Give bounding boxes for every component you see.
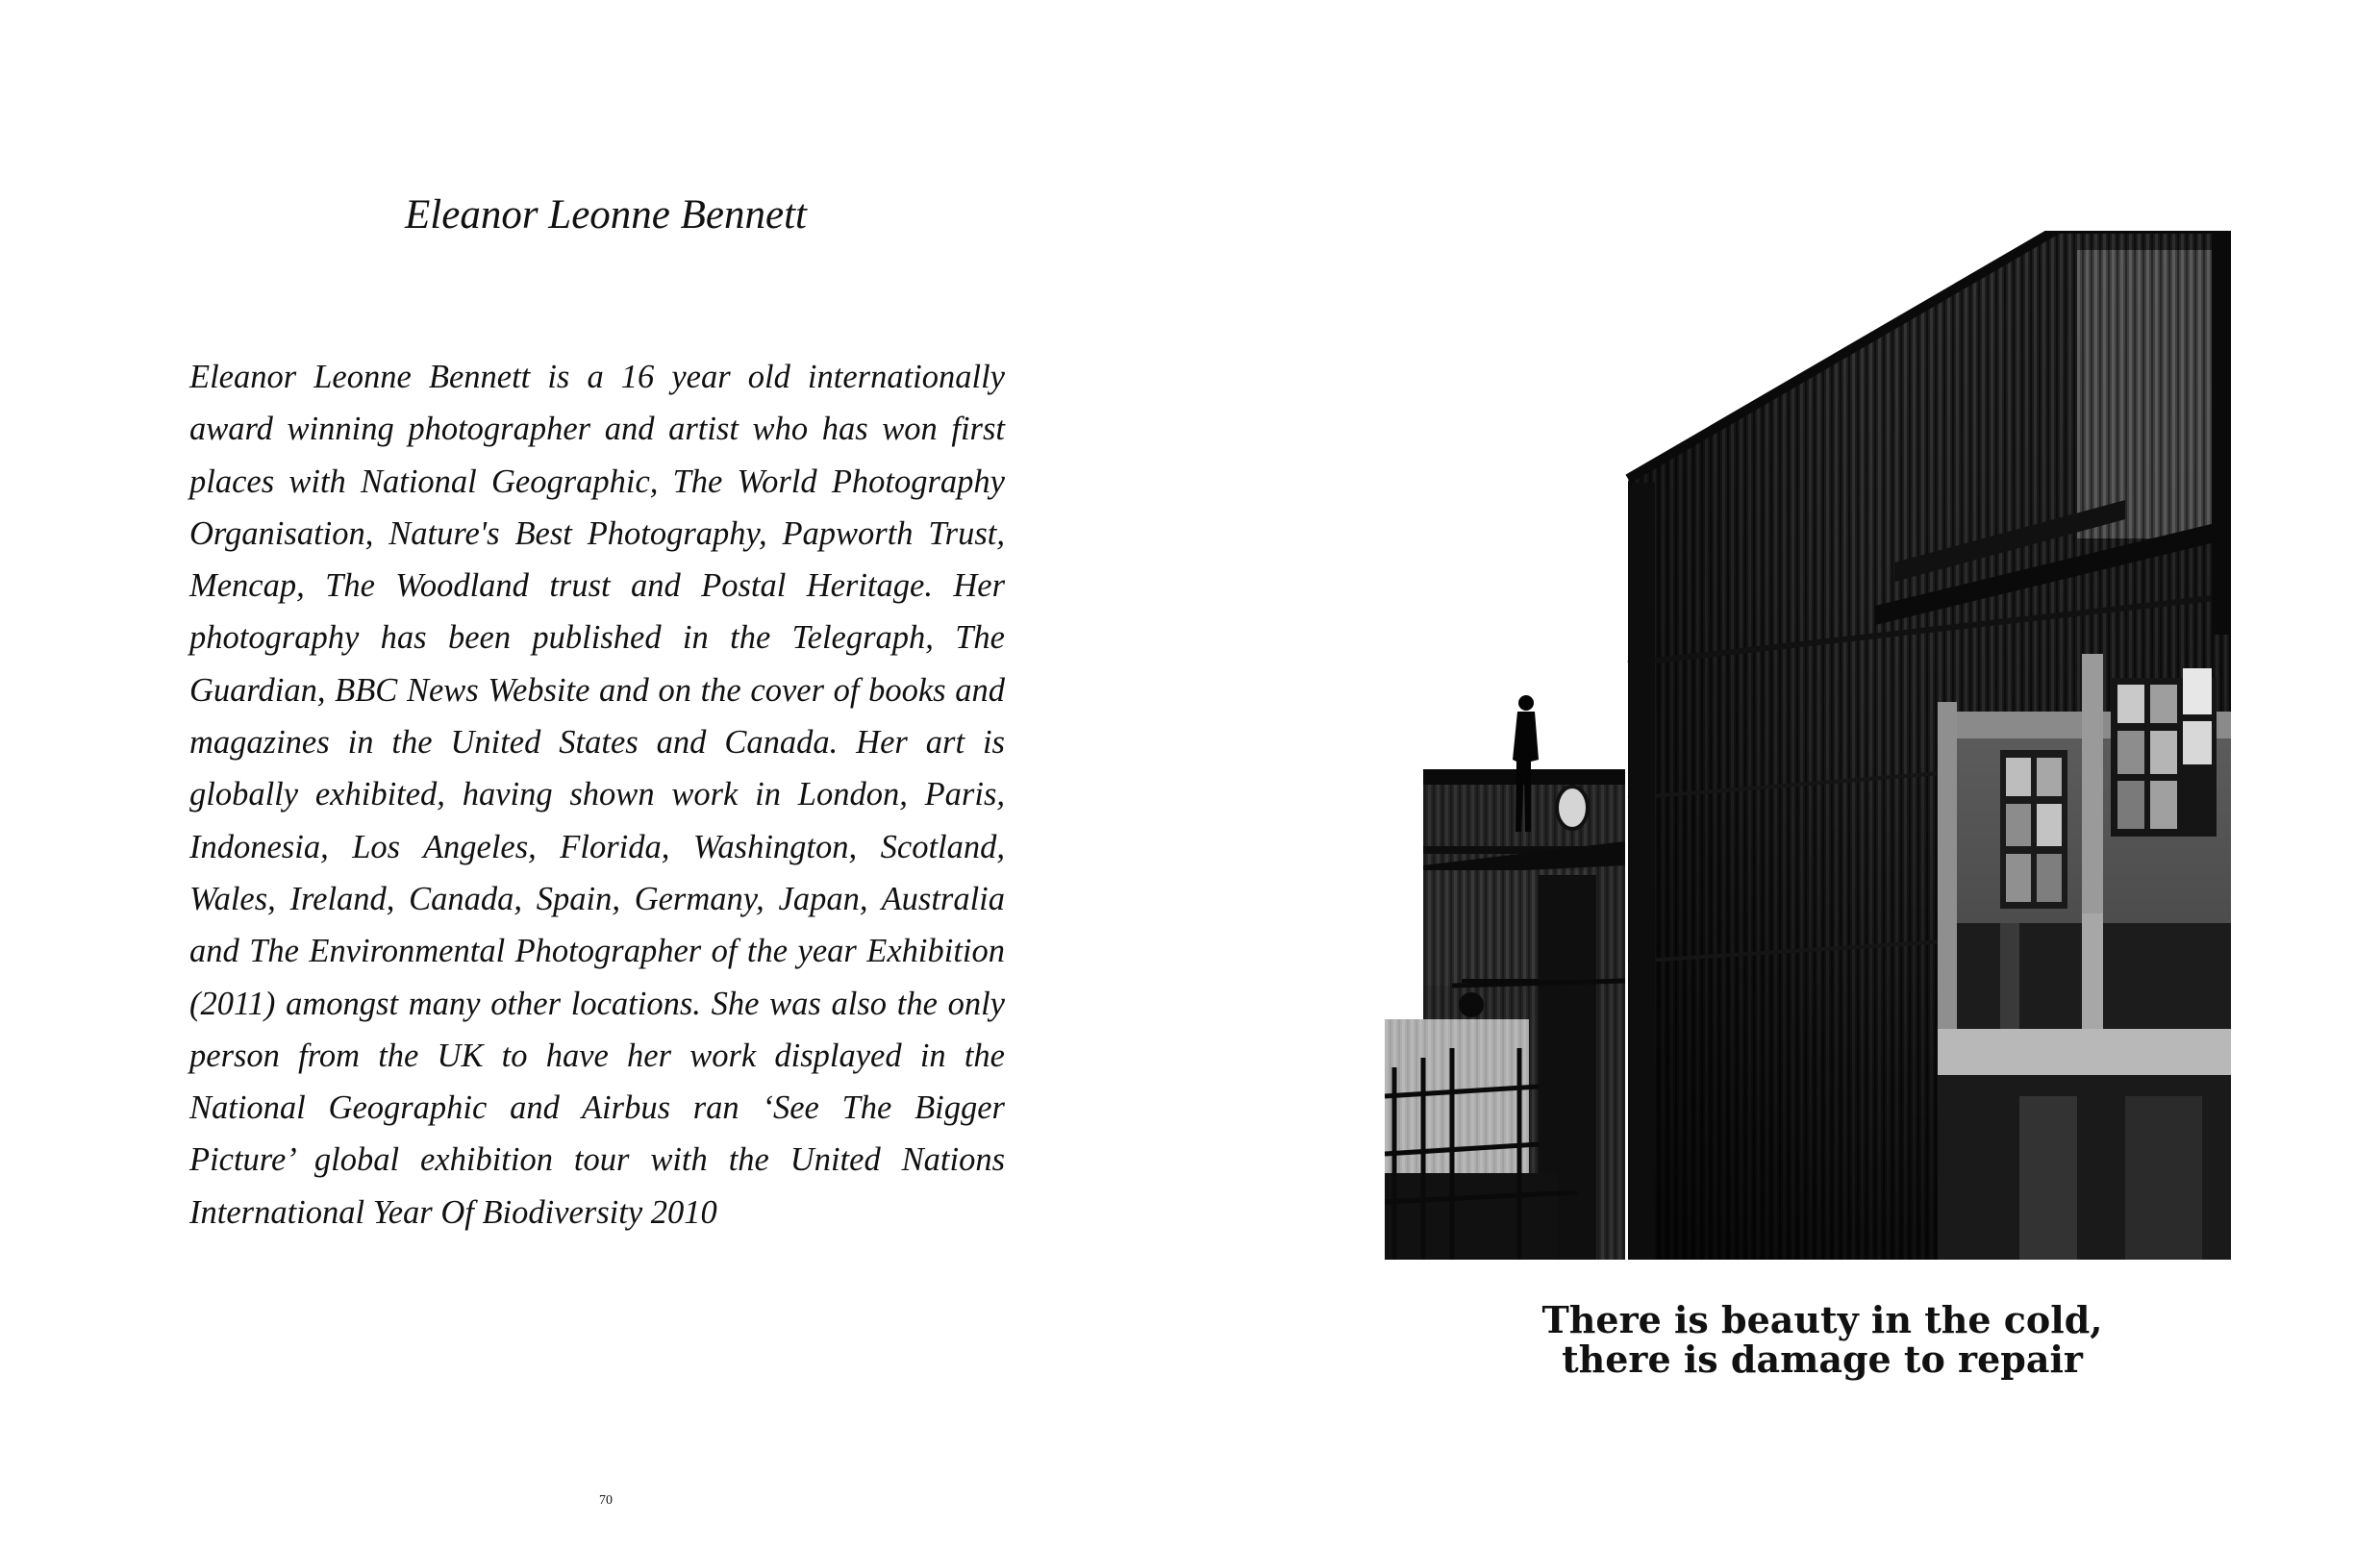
caption-line-1: There is beauty in the cold, <box>1541 1298 2103 1341</box>
caption-line-2: there is damage to repair <box>1562 1338 2083 1381</box>
page-number: 70 <box>599 1493 613 1508</box>
author-bio: Eleanor Leonne Bennett is a 16 year old internationally award winning photographer and artist who has won first places with National Geographic, The World Photography Organisation, Nature's Best Photography, Papworth Trust, Mencap, The Woodland trust and Postal Heritage. Her photography has been published in the Telegraph, The Guardian, BBC News Website and on the cover of books and magazines in the United States and Canada. Her art is globally exhibited, having shown work in London, Paris, Indonesia, Los Angeles, Florida, Washington, Scotland, Wales, Ireland, Canada, Spain, Germany, Japan, Australia and The Environmental Photographer of the year Exhibition (2011) amongst many other locations. She was also the only person from the UK to have her work displayed in the National Geographic and Airbus ran ‘See The Bigger Picture’ global exhibition tour with the United Nations International Year Of Biodiversity 2010 <box>189 359 1005 1231</box>
photo-caption <box>1452 1300 2192 1379</box>
author-heading: Eleanor Leonne Bennett <box>405 192 807 238</box>
photograph-industrial-building-icon <box>1385 231 2231 1260</box>
